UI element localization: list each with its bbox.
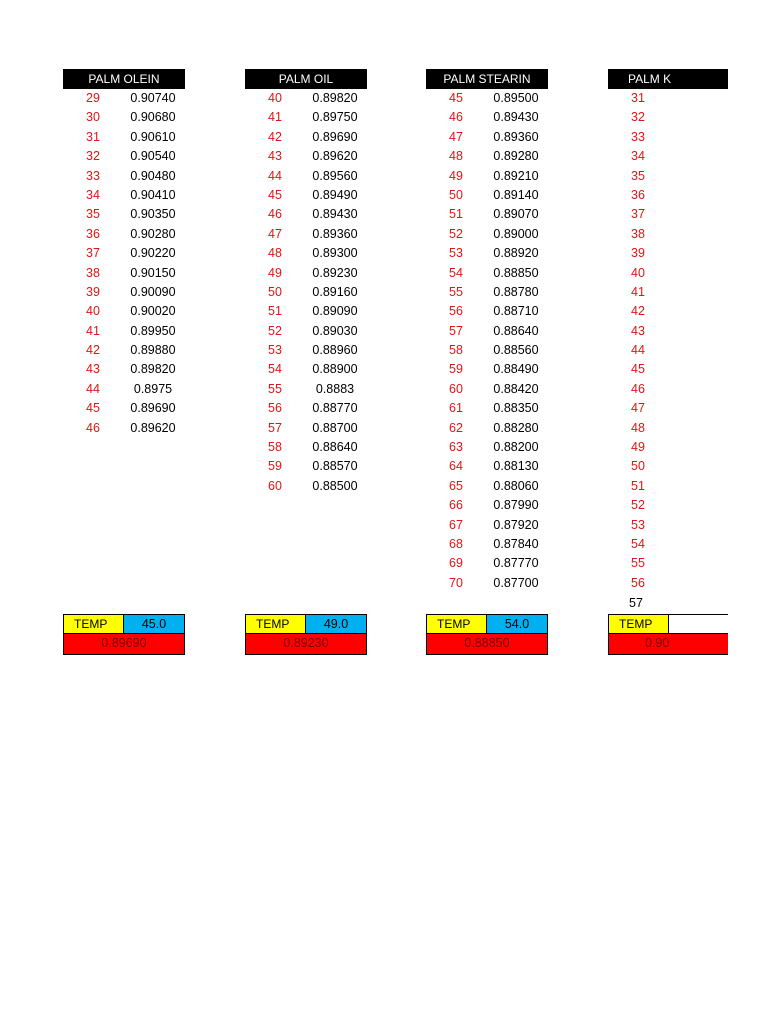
table-row (426, 457, 548, 476)
table-row (608, 574, 728, 593)
table-row (608, 360, 728, 379)
temperature-cell: 55 (449, 284, 463, 299)
temperature-cell: 45 (268, 187, 282, 202)
table-row (63, 147, 185, 166)
temperature-cell: 49 (268, 265, 282, 280)
extra-temp-cell: 57 (629, 596, 643, 610)
temperature-cell: 32 (631, 110, 645, 125)
table-row (426, 186, 548, 205)
table-palm-olein (63, 69, 185, 438)
density-cell: 0.89300 (312, 246, 358, 261)
temp-input[interactable]: 45.0 (124, 615, 184, 633)
temperature-cell: 54 (268, 362, 282, 377)
temperature-cell: 53 (631, 517, 645, 532)
density-cell: 0.8883 (315, 381, 355, 396)
table-row (245, 302, 367, 321)
temperature-cell: 51 (268, 304, 282, 319)
density-cell: 0.90480 (130, 168, 176, 183)
table-row (426, 574, 548, 593)
density-cell: 0.88920 (493, 246, 539, 261)
temperature-cell: 57 (449, 323, 463, 338)
table-row (608, 225, 728, 244)
table-row (608, 283, 728, 302)
table-row (608, 496, 728, 515)
temperature-cell: 62 (449, 420, 463, 435)
table-row (608, 554, 728, 573)
temperature-cell: 39 (631, 246, 645, 261)
table-row (245, 108, 367, 127)
temperature-cell: 45 (631, 362, 645, 377)
calc-box-palm-k (608, 614, 728, 655)
density-cell: 0.88060 (493, 478, 539, 493)
table-row (245, 264, 367, 283)
density-cell: 0.89360 (312, 226, 358, 241)
table-row (63, 341, 185, 360)
density-cell: 0.88900 (312, 362, 358, 377)
temp-input[interactable] (669, 615, 728, 633)
temperature-cell: 40 (268, 91, 282, 105)
density-cell: 0.88770 (312, 401, 358, 416)
temperature-cell: 50 (631, 459, 645, 474)
density-cell: 0.8975 (133, 381, 173, 396)
density-cell: 0.90090 (130, 284, 176, 299)
temperature-cell: 45 (86, 401, 100, 416)
density-cell: 0.89430 (312, 207, 358, 222)
table-row (426, 225, 548, 244)
density-cell: 0.88640 (493, 323, 539, 338)
table-row (608, 205, 728, 224)
temperature-cell: 43 (268, 149, 282, 164)
temperature-cell: 52 (631, 498, 645, 513)
table-row (63, 186, 185, 205)
temperature-cell: 38 (631, 226, 645, 241)
table-row (426, 128, 548, 147)
temp-label: TEMP (609, 615, 669, 633)
density-cell: 0.89620 (312, 149, 358, 164)
table-row (63, 205, 185, 224)
temperature-cell: 54 (631, 536, 645, 551)
density-cell: 0.88710 (493, 304, 539, 319)
temperature-cell: 55 (631, 556, 645, 571)
density-cell: 0.90350 (130, 207, 176, 222)
density-cell: 0.88640 (312, 440, 358, 455)
temperature-cell: 51 (631, 478, 645, 493)
table-row (426, 419, 548, 438)
table-row (245, 89, 367, 108)
density-cell: 0.89230 (312, 265, 358, 280)
density-cell: 0.89210 (493, 168, 539, 183)
temperature-cell: 67 (449, 517, 463, 532)
density-result: 0.90 (608, 634, 728, 655)
density-cell: 0.89690 (312, 129, 358, 144)
density-cell: 0.87990 (493, 498, 539, 513)
temperature-cell: 54 (449, 265, 463, 280)
temperature-cell: 42 (631, 304, 645, 319)
density-cell: 0.90680 (130, 110, 176, 125)
temperature-cell: 65 (449, 478, 463, 493)
table-row (63, 360, 185, 379)
density-cell: 0.89090 (312, 304, 358, 319)
table-row (608, 302, 728, 321)
temperature-cell: 45 (449, 91, 463, 105)
calc-box-palm-olein (63, 614, 185, 655)
temperature-cell: 60 (449, 381, 463, 396)
table-row (245, 399, 367, 418)
table-row (245, 419, 367, 438)
temperature-cell: 42 (268, 129, 282, 144)
temperature-cell: 37 (86, 246, 100, 261)
temperature-cell: 49 (449, 168, 463, 183)
table-row (608, 477, 728, 496)
table-row (245, 128, 367, 147)
temperature-cell: 52 (449, 226, 463, 241)
density-cell: 0.87700 (493, 575, 539, 590)
temp-label: TEMP (246, 615, 306, 633)
density-cell: 0.88500 (312, 478, 358, 493)
table-row (63, 283, 185, 302)
temperature-cell: 34 (86, 187, 100, 202)
temperature-cell: 69 (449, 556, 463, 571)
table-row (245, 322, 367, 341)
density-cell: 0.88350 (493, 401, 539, 416)
temperature-cell: 35 (631, 168, 645, 183)
table-palm-oil (245, 69, 367, 496)
density-cell: 0.89000 (493, 226, 539, 241)
temperature-cell: 44 (268, 168, 282, 183)
density-cell: 0.88420 (493, 381, 539, 396)
density-cell: 0.87770 (493, 556, 539, 571)
temperature-cell: 48 (268, 246, 282, 261)
calc-box-palm-oil (245, 614, 367, 655)
temperature-cell: 38 (86, 265, 100, 280)
density-cell: 0.89500 (493, 91, 539, 105)
table-row (426, 302, 548, 321)
temperature-cell: 47 (268, 226, 282, 241)
density-cell: 0.90220 (130, 246, 176, 261)
temperature-cell: 40 (86, 304, 100, 319)
temperature-cell: 46 (268, 207, 282, 222)
table-row (245, 225, 367, 244)
table-rows (608, 89, 728, 593)
density-cell: 0.88700 (312, 420, 358, 435)
temperature-cell: 43 (631, 323, 645, 338)
table-row (245, 360, 367, 379)
temperature-cell: 52 (268, 323, 282, 338)
temperature-cell: 60 (268, 478, 282, 493)
table-row (63, 322, 185, 341)
table-rows (426, 89, 548, 593)
temperature-cell: 64 (449, 459, 463, 474)
temperature-cell: 44 (631, 343, 645, 358)
density-cell: 0.89160 (312, 284, 358, 299)
temperature-cell: 42 (86, 343, 100, 358)
table-row (608, 167, 728, 186)
temperature-cell: 66 (449, 498, 463, 513)
density-cell: 0.88280 (493, 420, 539, 435)
temperature-cell: 43 (86, 362, 100, 377)
density-cell: 0.88570 (312, 459, 358, 474)
temperature-cell: 57 (268, 420, 282, 435)
table-row (426, 244, 548, 263)
temperature-cell: 56 (268, 401, 282, 416)
temperature-cell: 58 (449, 343, 463, 358)
temperature-cell: 70 (449, 575, 463, 590)
temperature-cell: 39 (86, 284, 100, 299)
table-row (608, 244, 728, 263)
table-row (608, 186, 728, 205)
density-cell: 0.87920 (493, 517, 539, 532)
temperature-cell: 58 (268, 440, 282, 455)
density-cell: 0.90610 (130, 129, 176, 144)
temperature-cell: 53 (449, 246, 463, 261)
table-row (63, 108, 185, 127)
table-rows (63, 89, 185, 438)
temperature-cell: 35 (86, 207, 100, 222)
table-row (426, 399, 548, 418)
table-header: PALM STEARIN (426, 69, 548, 89)
density-cell: 0.89690 (130, 401, 176, 416)
density-result: 0.88850 (426, 634, 548, 655)
table-palm-k (608, 69, 728, 593)
table-row (426, 167, 548, 186)
temperature-cell: 53 (268, 343, 282, 358)
temperature-cell: 59 (268, 459, 282, 474)
temperature-cell: 41 (631, 284, 645, 299)
temperature-cell: 31 (86, 129, 100, 144)
temperature-cell: 47 (631, 401, 645, 416)
table-row (608, 419, 728, 438)
temperature-cell: 44 (86, 381, 100, 396)
density-cell: 0.88780 (493, 284, 539, 299)
density-cell: 0.89950 (130, 323, 176, 338)
temperature-cell: 29 (86, 91, 100, 105)
density-cell: 0.89430 (493, 110, 539, 125)
table-row (608, 399, 728, 418)
temperature-cell: 68 (449, 536, 463, 551)
temperature-cell: 49 (631, 440, 645, 455)
table-row (426, 264, 548, 283)
density-cell: 0.89140 (493, 187, 539, 202)
temp-input[interactable]: 54.0 (487, 615, 547, 633)
table-row (426, 360, 548, 379)
temperature-cell: 55 (268, 381, 282, 396)
temperature-cell: 41 (86, 323, 100, 338)
temperature-cell: 61 (449, 401, 463, 416)
temp-label: TEMP (64, 615, 124, 633)
temperature-cell: 46 (449, 110, 463, 125)
table-row (608, 89, 728, 108)
table-row (63, 380, 185, 399)
table-row (426, 496, 548, 515)
table-row (63, 128, 185, 147)
temperature-cell: 50 (449, 187, 463, 202)
table-row (608, 380, 728, 399)
temperature-cell: 51 (449, 207, 463, 222)
table-row (245, 341, 367, 360)
table-header: PALM K (608, 69, 728, 89)
table-row (426, 516, 548, 535)
table-row (245, 380, 367, 399)
table-row (426, 477, 548, 496)
temperature-cell: 36 (86, 226, 100, 241)
table-row (245, 283, 367, 302)
temperature-cell: 31 (631, 91, 645, 105)
calc-box-palm-stearin (426, 614, 548, 655)
table-row (245, 244, 367, 263)
density-cell: 0.87840 (493, 536, 539, 551)
table-row (63, 244, 185, 263)
temperature-cell: 41 (268, 110, 282, 125)
temperature-cell: 33 (86, 168, 100, 183)
table-row (245, 186, 367, 205)
table-row (608, 264, 728, 283)
table-row (426, 89, 548, 108)
temperature-cell: 40 (631, 265, 645, 280)
temperature-cell: 30 (86, 110, 100, 125)
density-cell: 0.88130 (493, 459, 539, 474)
temperature-cell: 50 (268, 284, 282, 299)
temp-label: TEMP (427, 615, 487, 633)
density-cell: 0.89070 (493, 207, 539, 222)
table-row (426, 380, 548, 399)
table-row (245, 457, 367, 476)
temperature-cell: 36 (631, 187, 645, 202)
density-cell: 0.89280 (493, 149, 539, 164)
table-row (426, 283, 548, 302)
table-row (426, 438, 548, 457)
table-palm-stearin (426, 69, 548, 593)
table-row (426, 108, 548, 127)
table-row (608, 147, 728, 166)
temperature-cell: 32 (86, 149, 100, 164)
density-cell: 0.89030 (312, 323, 358, 338)
table-row (245, 167, 367, 186)
table-row (245, 147, 367, 166)
density-cell: 0.88850 (493, 265, 539, 280)
density-cell: 0.89820 (130, 362, 176, 377)
table-row (426, 147, 548, 166)
density-cell: 0.88560 (493, 343, 539, 358)
temperature-cell: 56 (449, 304, 463, 319)
table-row (63, 89, 185, 108)
temp-input[interactable]: 49.0 (306, 615, 366, 633)
density-cell: 0.88490 (493, 362, 539, 377)
density-cell: 0.90540 (130, 149, 176, 164)
table-row (608, 535, 728, 554)
table-row (608, 457, 728, 476)
table-row (608, 438, 728, 457)
table-row (426, 535, 548, 554)
temperature-cell: 48 (449, 149, 463, 164)
temperature-cell: 33 (631, 129, 645, 144)
density-result: 0.89690 (63, 634, 185, 655)
table-row (608, 108, 728, 127)
density-cell: 0.88960 (312, 343, 358, 358)
density-cell: 0.90410 (130, 187, 176, 202)
table-header: PALM OIL (245, 69, 367, 89)
density-cell: 0.90740 (130, 91, 176, 105)
table-row (63, 419, 185, 438)
density-cell: 0.89820 (312, 91, 358, 105)
table-row (245, 438, 367, 457)
density-cell: 0.89750 (312, 110, 358, 125)
density-result: 0.89230 (245, 634, 367, 655)
table-row (426, 341, 548, 360)
density-cell: 0.90020 (130, 304, 176, 319)
table-rows (245, 89, 367, 496)
density-cell: 0.90280 (130, 226, 176, 241)
density-cell: 0.88200 (493, 440, 539, 455)
density-cell: 0.89360 (493, 129, 539, 144)
temperature-cell: 59 (449, 362, 463, 377)
density-cell: 0.89490 (312, 187, 358, 202)
table-row (63, 399, 185, 418)
table-row (608, 516, 728, 535)
table-row (426, 205, 548, 224)
temperature-cell: 63 (449, 440, 463, 455)
temperature-cell: 34 (631, 149, 645, 164)
temperature-cell: 56 (631, 575, 645, 590)
table-header: PALM OLEIN (63, 69, 185, 89)
temperature-cell: 46 (631, 381, 645, 396)
temperature-cell: 48 (631, 420, 645, 435)
temperature-cell: 37 (631, 207, 645, 222)
table-row (426, 322, 548, 341)
table-row (245, 205, 367, 224)
table-row (426, 554, 548, 573)
table-row (245, 477, 367, 496)
table-row (63, 167, 185, 186)
density-cell: 0.89880 (130, 343, 176, 358)
table-row (63, 225, 185, 244)
density-cell: 0.90150 (130, 265, 176, 280)
density-cell: 0.89560 (312, 168, 358, 183)
density-cell: 0.89620 (130, 420, 176, 435)
temperature-cell: 47 (449, 129, 463, 144)
table-row (608, 322, 728, 341)
table-row (608, 128, 728, 147)
table-row (63, 264, 185, 283)
temperature-cell: 46 (86, 420, 100, 435)
table-row (63, 302, 185, 321)
table-row (608, 341, 728, 360)
